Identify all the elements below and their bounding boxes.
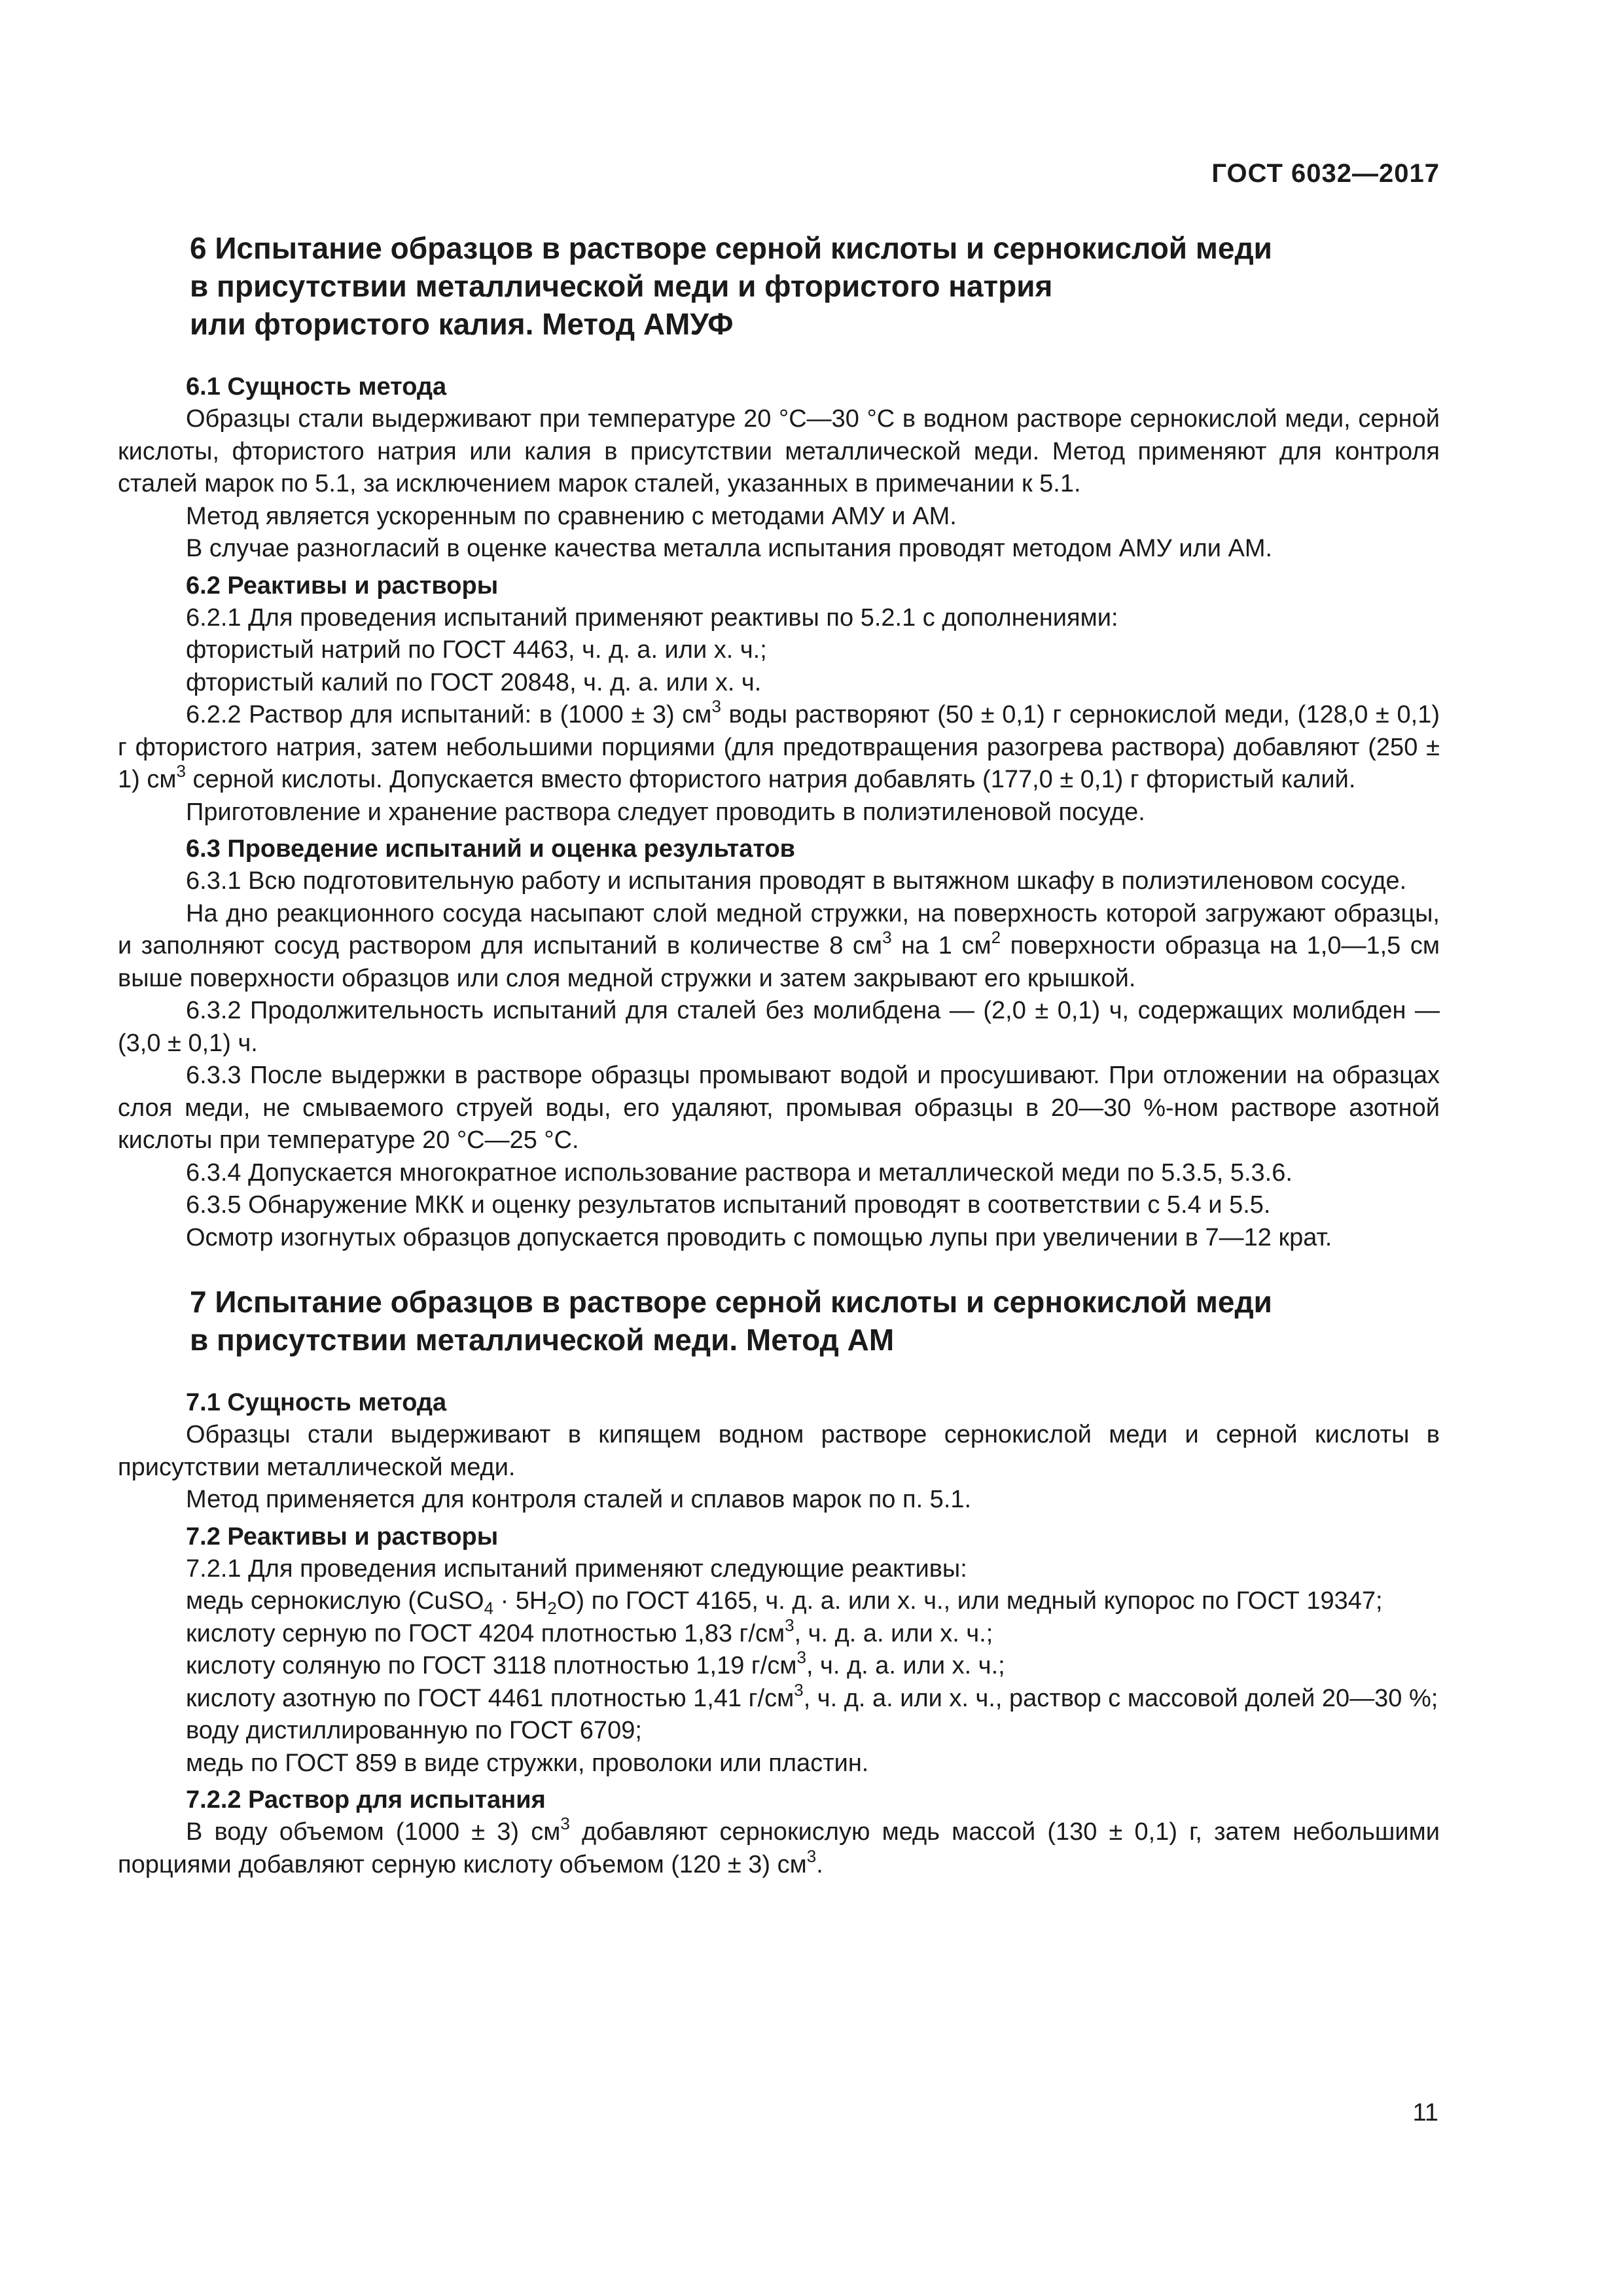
text-run: , ч. д. а. или х. ч., раствор с массовой долей 20—30 %; — [803, 1684, 1438, 1712]
paragraph: 6.3.2 Продолжительность испытаний для сталей без молибдена — (2,0 ± 0,1) ч, содержащих молибден — (3,0 ± 0,1) ч. — [118, 997, 1440, 1057]
text-run: добавляют сернокислую медь массой (130 ± 0,1) г, затем небольшими порциями добавляют серную кислоту объемом (120 ± 3) см — [118, 1818, 1440, 1878]
subsection-7-2-2-heading: 7.2.2 Раствор для испытания — [186, 1786, 546, 1814]
paragraph — [118, 1585, 1440, 1618]
superscript: 3 — [806, 1846, 817, 1866]
paragraph: воду дистиллированную по ГОСТ 6709; — [186, 1717, 642, 1744]
superscript: 3 — [785, 1615, 794, 1635]
text-run: 6.2.2 Раствор для испытаний: в (1000 ± 3) см — [186, 701, 712, 728]
paragraph — [118, 1615, 1440, 1651]
paragraph: фтористый натрий по ГОСТ 4463, ч. д. а. или х. ч.; — [186, 636, 767, 664]
text-run: O) по ГОСТ 4165, ч. д. а. или х. ч., или медный купорос по ГОСТ 19347; — [556, 1587, 1383, 1615]
superscript: 3 — [176, 761, 186, 781]
subsection-6-2-heading: 6.2 Реактивы и растворы — [186, 571, 499, 600]
paragraph: 7.2.1 Для проведения испытаний применяют следующие реактивы: — [186, 1554, 967, 1583]
text-run: кислоту серную по ГОСТ 4204 плотностью 1,83 г/см — [186, 1619, 785, 1647]
document-number-header: ГОСТ 6032—2017 — [1211, 159, 1440, 188]
text-run: воды растворяют (50 ± 0,1) г сернокислой меди, (128,0 ± 0,1) г фтористого натрия, затем небольшими порциями (для предотвращения разогрева раствора) добавляют (250 ± 1) см — [118, 701, 1440, 793]
paragraph: 6.3.5 Обнаружение МКК и оценку результатов испытаний проводят в соответствии с 5.4 и 5.5. — [186, 1191, 1271, 1219]
text-run: поверхности образца на 1,0—1,5 см выше поверхности образцов или слоя медной стружки и затем закрывают его крышкой. — [118, 932, 1440, 992]
superscript: 3 — [560, 1814, 570, 1833]
text-run: кислоту азотную по ГОСТ 4461 плотностью 1,41 г/см — [186, 1684, 794, 1712]
section-6-title-line-2: в присутствии металлической меди и фтористого натрия — [190, 269, 1053, 303]
superscript: 3 — [711, 696, 721, 716]
text-run: На дно реакционного сосуда насыпают слой медной стружки, на поверхность которой загружают образцы, и заполняют сосуд раствором для испытаний в количестве 8 см — [118, 899, 1440, 960]
subsection-7-1-heading: 7.1 Сущность метода — [186, 1389, 447, 1416]
paragraph — [118, 1679, 1440, 1715]
text-run: медь сернокислую (CuSO — [186, 1587, 484, 1615]
paragraph — [118, 898, 1440, 996]
paragraph: Приготовление и хранение раствора следует проводить в полиэтиленовой посуде. — [186, 798, 1145, 826]
paragraph: медь по ГОСТ 859 в виде стружки, проволоки или пластин. — [186, 1749, 869, 1777]
paragraph — [118, 1816, 1440, 1881]
text-run: серной кислоты. Допускается вместо фтористого натрия добавлять (177,0 ± 0,1) г фтористый калий. — [185, 766, 1356, 793]
paragraph: 6.3.3 После выдержки в растворе образцы промывают водой и просушивают. При отложении на образцах слоя меди, не смываемого струей воды, его удаляют, промывая образцы в 20—30 %-ном растворе азотной кислоты при температуре 20 °С—25 °С. — [118, 1062, 1440, 1154]
paragraph: фтористый калий по ГОСТ 20848, ч. д. а. или х. ч. — [186, 668, 762, 696]
section-7-title-line-1: 7 Испытание образцов в растворе серной кислоты и сернокислой меди — [190, 1285, 1272, 1319]
text-run: , ч. д. а. или х. ч.; — [794, 1619, 993, 1647]
paragraph: Образцы стали выдерживают при температуре 20 °С—30 °С в водном растворе сернокислой меди, серной кислоты, фтористого натрия или калия в присутствии металлической меди. Метод применяют для контроля сталей марок по 5.1, за исключением марок сталей, указанных в примечании к 5.1. — [118, 405, 1440, 497]
section-6-title-line-1: 6 Испытание образцов в растворе серной кислоты и сернокислой меди — [190, 231, 1272, 265]
text-run: · 5H — [493, 1587, 548, 1615]
paragraph — [118, 696, 1440, 797]
section-6-title-line-3: или фтористого калия. Метод АМУФ — [190, 307, 734, 341]
subscript: 4 — [484, 1598, 494, 1618]
paragraph: Метод применяется для контроля сталей и сплавов марок по п. 5.1. — [186, 1486, 972, 1513]
paragraph: 6.3.4 Допускается многократное использование раствора и металлической меди по 5.3.5, 5.3.6. — [186, 1158, 1293, 1187]
paragraph: Осмотр изогнутых образцов допускается проводить с помощью лупы при увеличении в 7—12 крат. — [186, 1223, 1332, 1251]
section-7-title-line-2: в присутствии металлической меди. Метод АМ — [190, 1323, 895, 1357]
page-number: 11 — [1412, 2099, 1438, 2126]
text-run: на 1 см — [891, 932, 991, 960]
paragraph — [118, 1647, 1440, 1683]
paragraph: Метод является ускоренным по сравнению с методами АМУ и АМ. — [186, 502, 957, 530]
text-run: . — [816, 1850, 823, 1878]
paragraph: В случае разногласий в оценке качества металла испытания проводят методом АМУ или АМ. — [186, 535, 1273, 562]
subsection-7-2-heading: 7.2 Реактивы и растворы — [186, 1522, 499, 1551]
section-6-title — [118, 229, 1440, 343]
text-run: В воду объемом (1000 ± 3) см — [186, 1818, 561, 1846]
text-run: , ч. д. а. или х. ч.; — [806, 1652, 1005, 1679]
paragraph: Образцы стали выдерживают в кипящем водном растворе сернокислой меди и серной кислоты в присутствии металлической меди. — [118, 1421, 1440, 1481]
section-7-title — [118, 1283, 1440, 1359]
superscript: 3 — [882, 927, 892, 947]
superscript: 2 — [991, 927, 1001, 947]
subsection-6-1-heading: 6.1 Сущность метода — [186, 373, 447, 401]
paragraph: 6.2.1 Для проведения испытаний применяют реактивы по 5.2.1 с дополнениями: — [186, 603, 1118, 632]
subscript: 2 — [547, 1598, 557, 1618]
superscript: 3 — [794, 1679, 804, 1700]
text-run: кислоту соляную по ГОСТ 3118 плотностью 1,19 г/см — [186, 1652, 797, 1679]
paragraph: 6.3.1 Всю подготовительную работу и испытания проводят в вытяжном шкафу в полиэтиленовом сосуде. — [186, 867, 1407, 895]
superscript: 3 — [796, 1647, 806, 1667]
subsection-6-3-heading: 6.3 Проведение испытаний и оценка результатов — [186, 835, 796, 863]
document-body — [118, 229, 1440, 1881]
